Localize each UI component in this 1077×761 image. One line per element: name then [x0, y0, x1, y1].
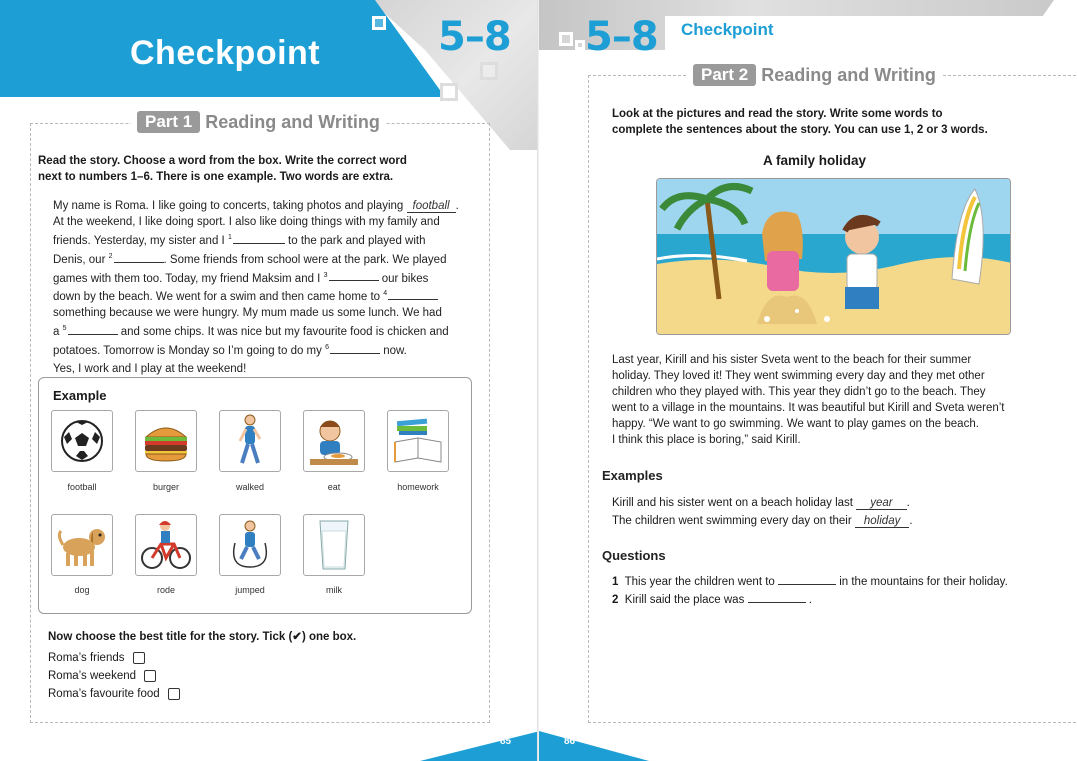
- word-label: dog: [74, 585, 90, 595]
- word-label: jumped: [235, 585, 265, 595]
- story-line: holiday. They loved it! They went swimming every day and they met other: [612, 370, 985, 382]
- story-line: went to a village in the mountains. It was beautiful but Kirill and Sveta weren’t: [612, 402, 1005, 414]
- tick-box[interactable]: [168, 688, 180, 700]
- word-box: [38, 377, 472, 614]
- story-line: games with them too. Today, my friend Maksim and I $^3$ our bikes: [53, 271, 429, 285]
- story-line: children who they played with. This year they didn’t go to the beach. They: [612, 386, 986, 398]
- walked-picture: [219, 410, 281, 472]
- football-icon: [58, 417, 106, 465]
- word-label: football: [67, 482, 97, 492]
- example-sentence: Kirill and his sister went on a beach holiday last year .: [612, 497, 910, 509]
- page-title: Checkpoint: [130, 34, 321, 72]
- boy-eating-icon: [308, 415, 360, 467]
- word-label: burger: [152, 482, 179, 492]
- answer-blank-3[interactable]: [329, 270, 379, 281]
- part2-heading: [687, 64, 942, 86]
- part-label: Part 1: [137, 111, 200, 133]
- story-line: I think this place is boring,” said Kirill.: [612, 434, 801, 446]
- questions-heading: Questions: [602, 548, 666, 563]
- answer-blank-q2[interactable]: [748, 592, 806, 603]
- story-line: friends. Yesterday, my sister and I $^1$ to the park and played with: [53, 234, 426, 247]
- instructions: [612, 106, 988, 138]
- decor-square: [372, 16, 386, 30]
- title-option[interactable]: Roma’s friends: [48, 652, 145, 664]
- word-label: eat: [327, 482, 341, 492]
- answer-blank-4[interactable]: [388, 289, 438, 300]
- title-option[interactable]: Roma’s weekend: [48, 670, 156, 682]
- homework-picture: [387, 410, 449, 472]
- answer-blank-2[interactable]: [114, 252, 164, 263]
- example-answer: holiday: [855, 515, 909, 528]
- word-label: walked: [235, 482, 264, 492]
- instruction-line: complete the sentences about the story. You can use 1, 2 or 3 words.: [612, 124, 988, 136]
- burger-icon: [141, 419, 191, 463]
- story-line: At the weekend, I like doing sport. I also like doing things with my family and: [53, 216, 440, 228]
- story-line: Denis, our $^2$ . Some friends from school were at the park. We played: [53, 252, 447, 266]
- story-line: Yes, I work and I play at the weekend!: [53, 362, 247, 375]
- decor-square: [559, 32, 573, 46]
- unit-number: 5–8: [438, 14, 511, 60]
- answer-blank-6[interactable]: [330, 343, 380, 354]
- football-picture: [51, 410, 113, 472]
- milk-picture: [303, 514, 365, 576]
- unit-number: 5–8: [585, 14, 658, 60]
- instruction-line: Read the story. Choose a word from the box. Write the correct word: [38, 155, 407, 167]
- decor-square: [575, 40, 585, 50]
- part-label: Part 2: [693, 64, 756, 86]
- answer-blank-5[interactable]: [68, 324, 118, 335]
- part-title: Reading and Writing: [205, 111, 380, 132]
- part-title: Reading and Writing: [761, 64, 936, 85]
- examples-heading: Examples: [602, 468, 663, 483]
- glass-of-milk-icon: [316, 519, 352, 571]
- walking-person-icon: [230, 413, 270, 469]
- story-line: something because we were hungry. My mum made us some lunch. We had: [53, 307, 442, 320]
- eat-picture: [303, 410, 365, 472]
- question: 1 This year the children went to in the mountains for their holiday.: [612, 576, 1008, 588]
- beach-illustration: [656, 178, 1011, 335]
- example-title: Example: [53, 388, 107, 403]
- word-label: rode: [156, 585, 175, 595]
- footer-band: [420, 731, 538, 761]
- example-answer: football: [407, 200, 456, 213]
- instruction-line: Look at the pictures and read the story. Write some words to: [612, 108, 943, 120]
- rode-picture: [135, 514, 197, 576]
- answer-blank-1[interactable]: [233, 233, 285, 244]
- footer-band: [539, 731, 649, 761]
- books-icon: [391, 416, 445, 466]
- decor-square: [440, 83, 458, 101]
- instructions: [38, 153, 407, 185]
- burger-picture: [135, 410, 197, 472]
- choose-instruction: Now choose the best title for the story. Tick (✔) one box.: [48, 631, 357, 643]
- header-title: Checkpoint: [681, 20, 774, 39]
- story-text: [53, 198, 473, 377]
- page-number: 85: [500, 736, 512, 747]
- jumped-picture: [219, 514, 281, 576]
- title-option[interactable]: Roma’s favourite food: [48, 688, 180, 700]
- left-page: [0, 0, 538, 761]
- dog-icon: [55, 521, 109, 569]
- story-text: [612, 352, 1052, 448]
- word-label: milk: [326, 585, 342, 595]
- right-page: [539, 0, 1077, 761]
- part1-heading: [131, 111, 386, 133]
- word-label: homework: [397, 482, 439, 492]
- page-number: 86: [564, 736, 576, 747]
- jumping-person-icon: [225, 517, 275, 573]
- story-line: Last year, Kirill and his sister Sveta went to the beach for their summer: [612, 354, 972, 366]
- beach-scene-icon: [657, 179, 1011, 335]
- story-line: happy. “We want to go swimming. We want to play games on the beach.: [612, 418, 979, 430]
- decor-square: [480, 62, 498, 80]
- dog-picture: [51, 514, 113, 576]
- tick-box[interactable]: [133, 652, 145, 664]
- bicycle-icon: [139, 518, 193, 572]
- example-answer: year: [856, 497, 906, 510]
- story-line: My name is Roma. I like going to concerts, taking photos and playing football .: [53, 200, 459, 212]
- tick-box[interactable]: [144, 670, 156, 682]
- story-title: A family holiday: [763, 153, 867, 168]
- story-line: down by the beach. We went for a swim and then came home to $^4$: [53, 286, 473, 305]
- answer-blank-q1[interactable]: [778, 574, 836, 585]
- question: 2 Kirill said the place was .: [612, 594, 812, 606]
- story-line: a $^5$ and some chips. It was nice but my favourite food is chicken and: [53, 325, 449, 339]
- example-sentence: The children went swimming every day on their holiday .: [612, 515, 913, 527]
- instruction-line: next to numbers 1–6. There is one example. Two words are extra.: [38, 171, 394, 183]
- story-line: potatoes. Tomorrow is Monday so I’m going to do my $^6$ now.: [53, 344, 407, 357]
